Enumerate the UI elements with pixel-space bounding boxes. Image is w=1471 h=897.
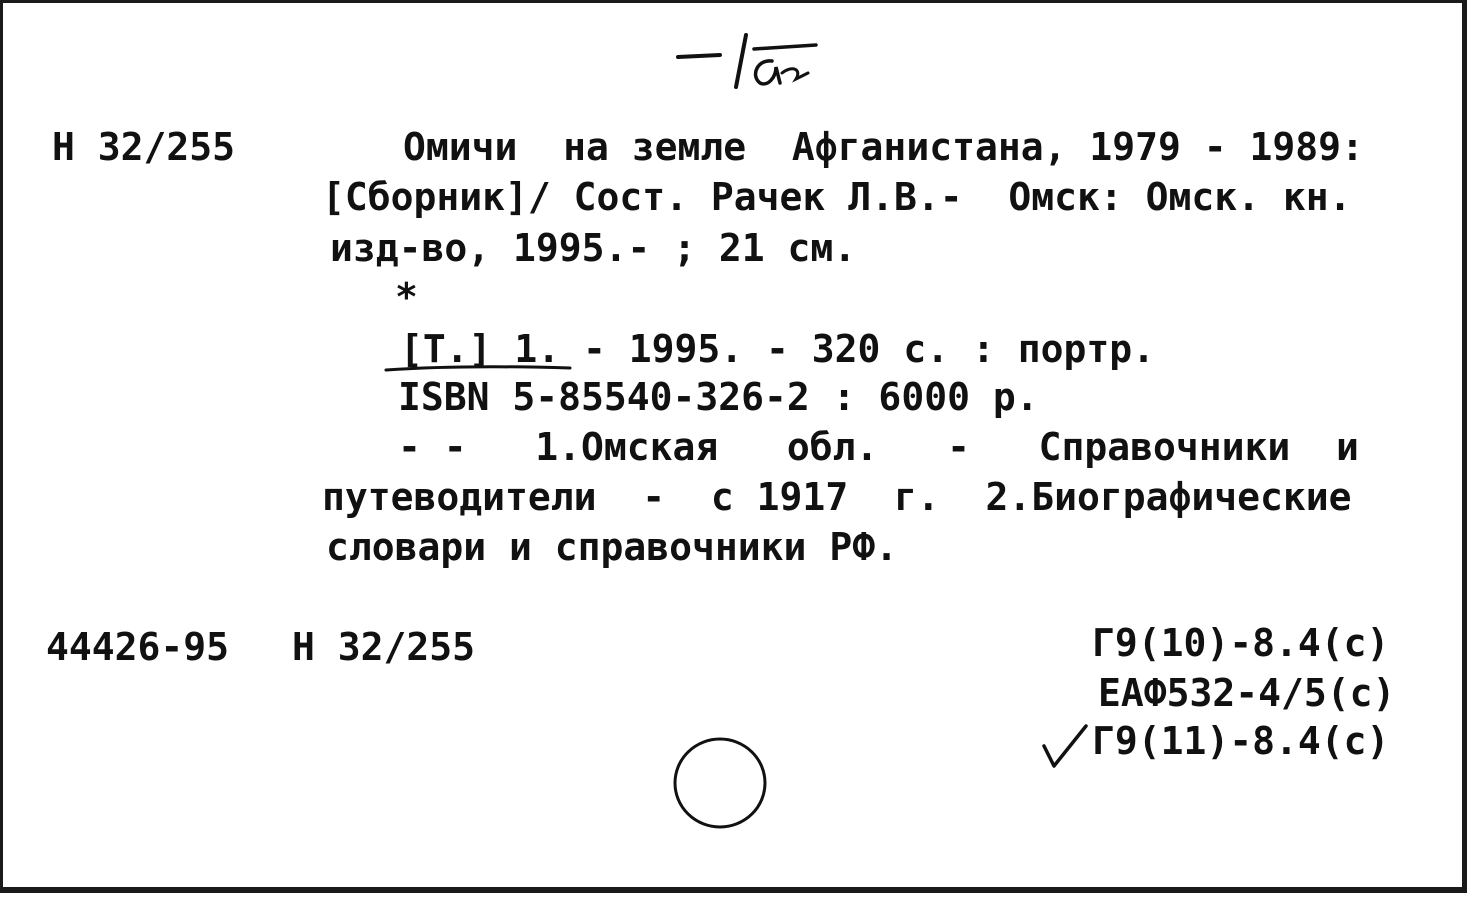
checkmark-icon (1040, 722, 1092, 772)
asterisk: * (395, 275, 418, 319)
bottom-call-number: Н 32/255 (292, 625, 476, 669)
handwritten-underline (384, 362, 574, 376)
inventory-number: 44426-95 (46, 625, 230, 669)
title-line-2: [Сборник]/ Сост. Рачек Л.В.- Омск: Омск. кн. (322, 175, 1352, 219)
call-number: Н 32/255 (52, 125, 236, 169)
handwritten-mark (670, 25, 830, 100)
volume-line: [Т.] 1. - 1995. - 320 с. : портр. (400, 327, 1155, 371)
subject-line-3: словари и справочники РФ. (326, 525, 898, 569)
classification-1: Г9(10)-8.4(с) (1092, 621, 1390, 665)
subject-line-2: путеводители - с 1917 г. 2.Биографические (322, 475, 1352, 519)
classification-2: ЕАФ532-4/5(с) (1098, 671, 1396, 715)
title-line-3: изд-во, 1995.- ; 21 см. (330, 226, 857, 270)
classification-3: Г9(11)-8.4(с) (1092, 719, 1390, 763)
punch-hole-circle (668, 728, 772, 832)
title-line-1: Омичи на земле Афганистана, 1979 - 1989: (403, 125, 1364, 169)
isbn-line: ISBN 5-85540-326-2 : 6000 р. (398, 375, 1039, 419)
subject-line-1: - - 1.Омская обл. - Справочники и (398, 425, 1359, 469)
